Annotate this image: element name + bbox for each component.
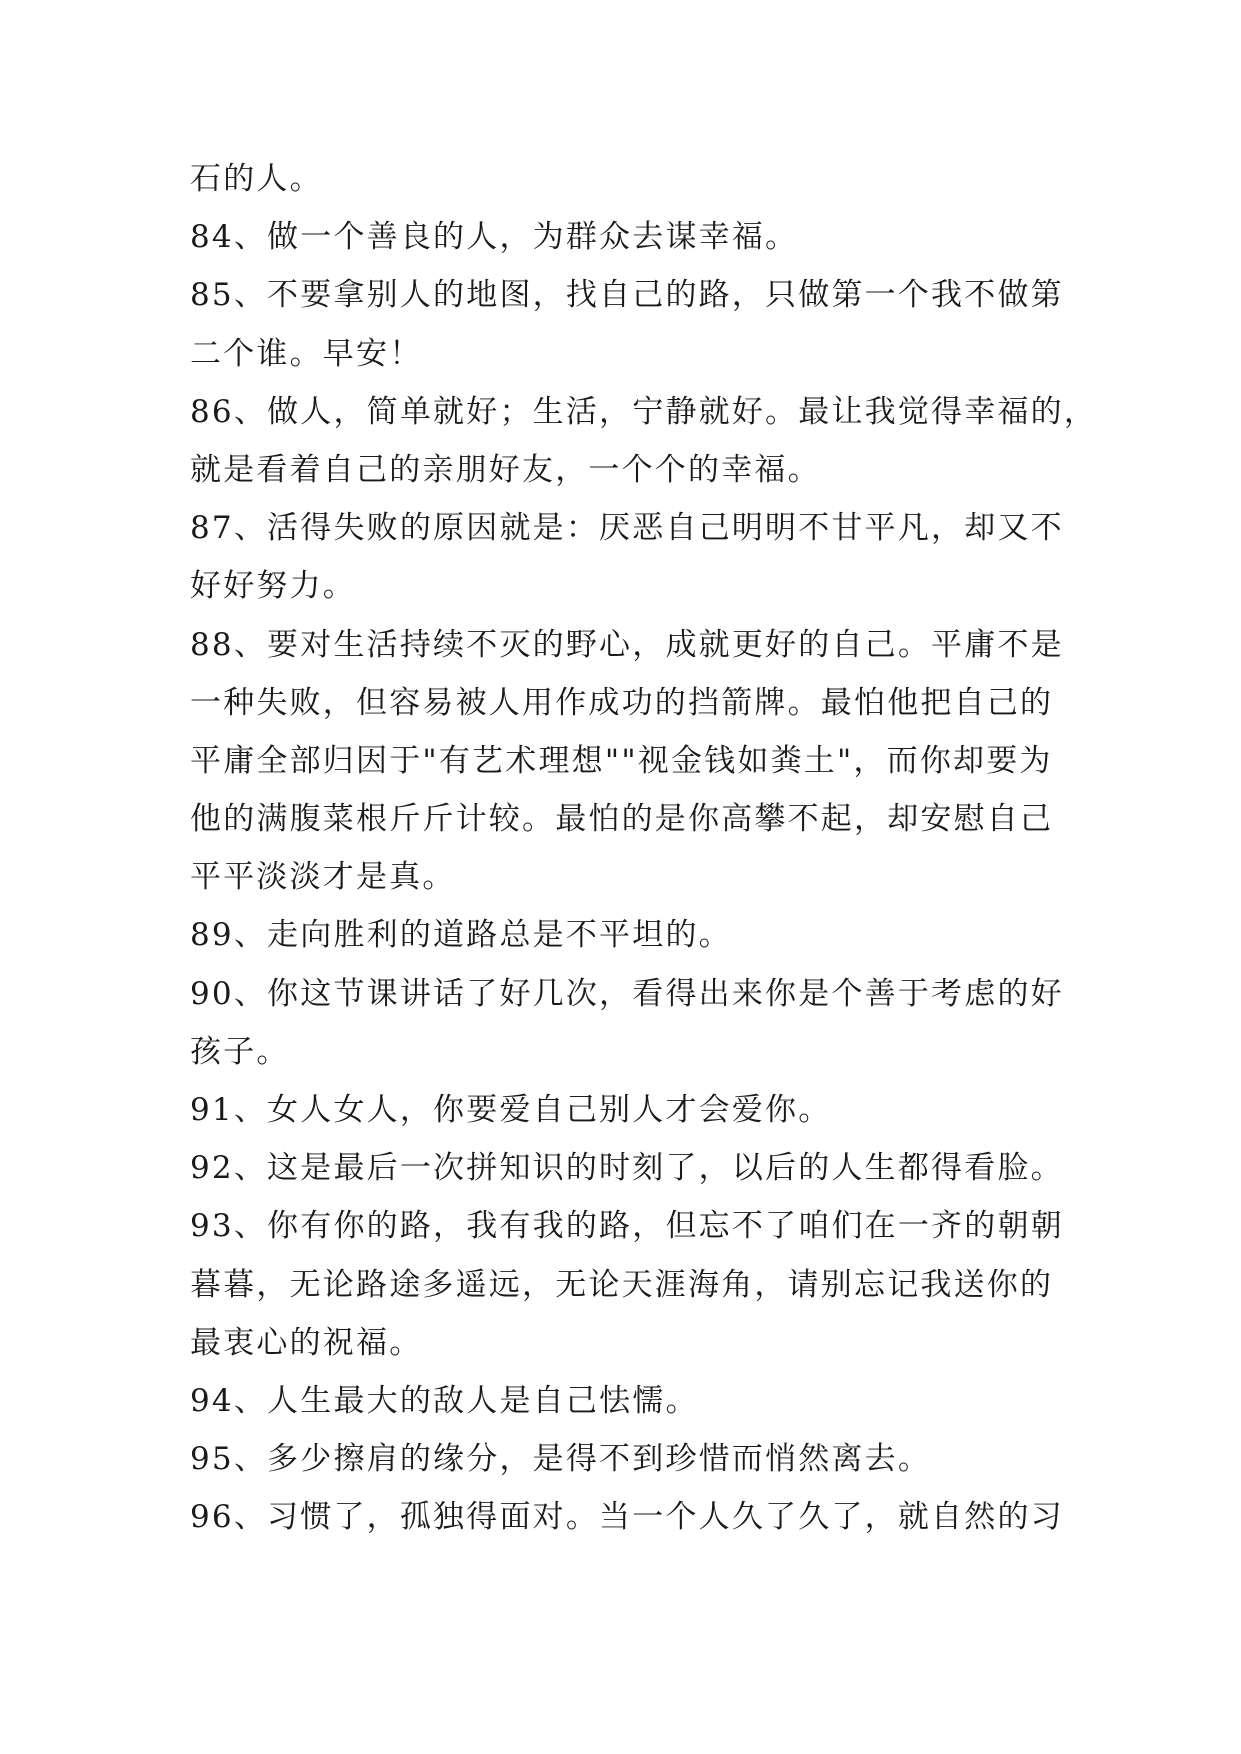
text-line: 孩子。	[190, 1033, 290, 1070]
text-line: 一种失败，但容易被人用作成功的挡箭牌。最怕他把自己的	[190, 684, 1054, 721]
text-line: 二个谁。早安！	[190, 335, 423, 372]
text-line: 他的满腹菜根斤斤计较。最怕的是你高攀不起，却安慰自己	[190, 801, 1054, 838]
text-line: 平庸全部归因于"有艺术理想""视金钱如粪土"，而你却要为	[190, 742, 1053, 779]
text-line: 89、走向胜利的道路总是不平坦的。	[190, 917, 732, 954]
text-line: 85、不要拿别人的地图，找自己的路，只做第一个我不做第	[190, 277, 1064, 314]
text-line: 90、你这节课讲话了好几次，看得出来你是个善于考虑的好	[190, 975, 1064, 1012]
document-body	[190, 150, 1098, 1547]
text-line: 96、习惯了，孤独得面对。当一个人久了久了，就自然的习	[190, 1499, 1064, 1536]
text-line: 暮暮，无论路途多遥远，无论天涯海角，请别忘记我送你的	[190, 1266, 1054, 1303]
text-line: 93、你有你的路，我有我的路，但忘不了咱们在一齐的朝朝	[190, 1208, 1064, 1245]
text-line: 87、活得失败的原因就是：厌恶自己明明不甘平凡，却又不	[190, 510, 1064, 547]
text-line: 88、要对生活持续不灭的野心，成就更好的自己。平庸不是	[190, 626, 1064, 663]
text-line: 就是看着自己的亲朋好友，一个个的幸福。	[190, 451, 821, 488]
text-line: 86、做人，简单就好；生活，宁静就好。最让我觉得幸福的，	[190, 393, 1098, 430]
text-line: 石的人。	[190, 161, 323, 197]
text-line: 平平淡淡才是真。	[190, 859, 456, 896]
text-line: 91、女人女人，你要爱自己别人才会爱你。	[190, 1092, 832, 1128]
text-line: 最衷心的祝福。	[190, 1324, 423, 1361]
text-line: 92、这是最后一次拼知识的时刻了，以后的人生都得看脸。	[190, 1150, 1064, 1187]
text-line: 好好努力。	[190, 568, 356, 605]
text-line: 94、人生最大的敌人是自己怯懦。	[190, 1382, 699, 1419]
text-line: 95、多少擦肩的缘分，是得不到珍惜而悄然离去。	[190, 1441, 932, 1478]
text-line: 84、做一个善良的人，为群众去谋幸福。	[190, 219, 799, 256]
